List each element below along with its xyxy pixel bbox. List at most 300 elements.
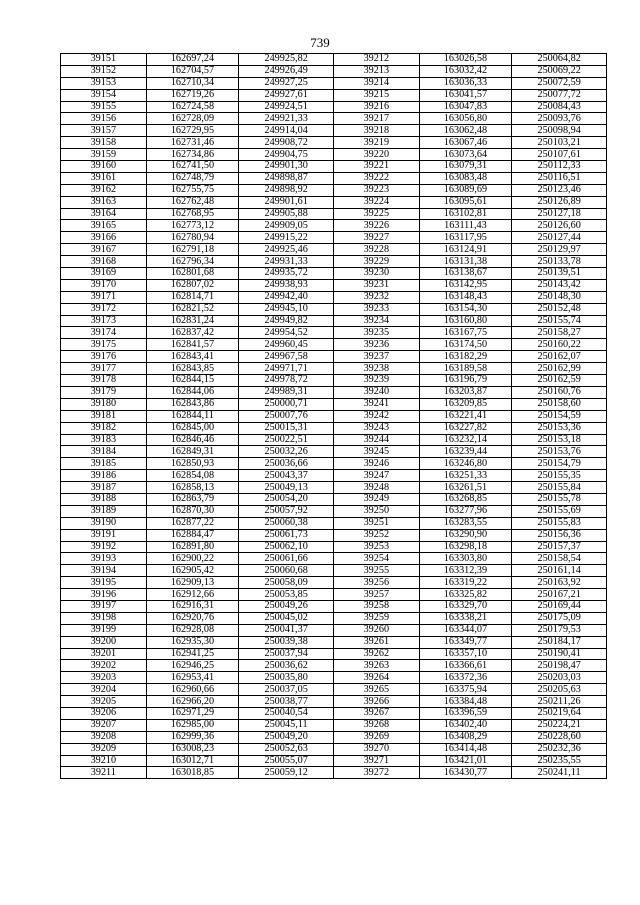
point-number-cell: 39167 [61, 244, 147, 256]
table-row [61, 149, 607, 161]
table-row [61, 434, 607, 446]
y-coordinate-cell: 249927,25 [239, 77, 334, 89]
x-coordinate-cell: 163089,69 [419, 184, 512, 196]
y-coordinate-cell: 250077,72 [512, 89, 607, 101]
point-number-cell: 39210 [61, 755, 147, 767]
y-coordinate-cell: 250158,27 [512, 327, 607, 339]
point-number-cell: 39158 [61, 137, 147, 149]
y-coordinate-cell: 250167,21 [512, 589, 607, 601]
y-coordinate-cell: 250160,76 [512, 386, 607, 398]
table-row [61, 89, 607, 101]
x-coordinate-cell: 163111,43 [419, 220, 512, 232]
y-coordinate-cell: 250162,99 [512, 363, 607, 375]
x-coordinate-cell: 163402,40 [419, 719, 512, 731]
table-row [61, 589, 607, 601]
x-coordinate-cell: 163131,38 [419, 256, 512, 268]
y-coordinate-cell: 250045,11 [239, 719, 334, 731]
x-coordinate-cell: 163277,96 [419, 505, 512, 517]
y-coordinate-cell: 250203,03 [512, 672, 607, 684]
y-coordinate-cell: 250112,33 [512, 161, 607, 173]
x-coordinate-cell: 162780,94 [146, 232, 239, 244]
point-number-cell: 39178 [61, 375, 147, 387]
table-row [61, 565, 607, 577]
coordinates-table-body [61, 54, 607, 779]
y-coordinate-cell: 250153,36 [512, 422, 607, 434]
y-coordinate-cell: 250038,77 [239, 696, 334, 708]
y-coordinate-cell: 250049,26 [239, 600, 334, 612]
y-coordinate-cell: 249921,33 [239, 113, 334, 125]
x-coordinate-cell: 163008,23 [146, 743, 239, 755]
table-row [61, 755, 607, 767]
point-number-cell: 39208 [61, 731, 147, 743]
y-coordinate-cell: 250036,66 [239, 458, 334, 470]
y-coordinate-cell: 250036,62 [239, 660, 334, 672]
x-coordinate-cell: 163196,79 [419, 375, 512, 387]
point-number-cell: 39180 [61, 398, 147, 410]
x-coordinate-cell: 162849,31 [146, 446, 239, 458]
y-coordinate-cell: 250072,59 [512, 77, 607, 89]
point-number-cell: 39262 [333, 648, 419, 660]
x-coordinate-cell: 162909,13 [146, 577, 239, 589]
y-coordinate-cell: 249904,75 [239, 149, 334, 161]
point-number-cell: 39263 [333, 660, 419, 672]
point-number-cell: 39173 [61, 315, 147, 327]
x-coordinate-cell: 162734,86 [146, 149, 239, 161]
point-number-cell: 39235 [333, 327, 419, 339]
point-number-cell: 39253 [333, 541, 419, 553]
point-number-cell: 39183 [61, 434, 147, 446]
table-row [61, 244, 607, 256]
point-number-cell: 39211 [61, 767, 147, 779]
y-coordinate-cell: 249925,46 [239, 244, 334, 256]
x-coordinate-cell: 162814,71 [146, 291, 239, 303]
x-coordinate-cell: 163246,80 [419, 458, 512, 470]
x-coordinate-cell: 163189,58 [419, 363, 512, 375]
y-coordinate-cell: 250224,21 [512, 719, 607, 731]
point-number-cell: 39250 [333, 505, 419, 517]
point-number-cell: 39239 [333, 375, 419, 387]
table-row [61, 624, 607, 636]
y-coordinate-cell: 250163,92 [512, 577, 607, 589]
y-coordinate-cell: 249931,33 [239, 256, 334, 268]
y-coordinate-cell: 250158,60 [512, 398, 607, 410]
x-coordinate-cell: 163375,94 [419, 684, 512, 696]
point-number-cell: 39241 [333, 398, 419, 410]
y-coordinate-cell: 249901,30 [239, 161, 334, 173]
x-coordinate-cell: 162729,95 [146, 125, 239, 137]
point-number-cell: 39246 [333, 458, 419, 470]
y-coordinate-cell: 250041,37 [239, 624, 334, 636]
point-number-cell: 39228 [333, 244, 419, 256]
y-coordinate-cell: 250054,20 [239, 493, 334, 505]
x-coordinate-cell: 163056,80 [419, 113, 512, 125]
x-coordinate-cell: 163047,83 [419, 101, 512, 113]
x-coordinate-cell: 162791,18 [146, 244, 239, 256]
point-number-cell: 39151 [61, 54, 147, 66]
x-coordinate-cell: 163083,48 [419, 172, 512, 184]
x-coordinate-cell: 162966,20 [146, 696, 239, 708]
table-row [61, 422, 607, 434]
y-coordinate-cell: 249971,71 [239, 363, 334, 375]
point-number-cell: 39202 [61, 660, 147, 672]
x-coordinate-cell: 163384,48 [419, 696, 512, 708]
x-coordinate-cell: 162935,30 [146, 636, 239, 648]
x-coordinate-cell: 162916,31 [146, 600, 239, 612]
x-coordinate-cell: 162843,41 [146, 351, 239, 363]
point-number-cell: 39233 [333, 303, 419, 315]
x-coordinate-cell: 162755,75 [146, 184, 239, 196]
x-coordinate-cell: 163430,77 [419, 767, 512, 779]
point-number-cell: 39188 [61, 493, 147, 505]
x-coordinate-cell: 163026,58 [419, 54, 512, 66]
point-number-cell: 39265 [333, 684, 419, 696]
y-coordinate-cell: 250228,60 [512, 731, 607, 743]
y-coordinate-cell: 249908,72 [239, 137, 334, 149]
y-coordinate-cell: 250179,53 [512, 624, 607, 636]
table-row [61, 220, 607, 232]
point-number-cell: 39223 [333, 184, 419, 196]
y-coordinate-cell: 250126,89 [512, 196, 607, 208]
point-number-cell: 39268 [333, 719, 419, 731]
y-coordinate-cell: 250211,26 [512, 696, 607, 708]
point-number-cell: 39196 [61, 589, 147, 601]
y-coordinate-cell: 249926,49 [239, 65, 334, 77]
table-row [61, 719, 607, 731]
x-coordinate-cell: 163138,67 [419, 268, 512, 280]
table-row [61, 731, 607, 743]
x-coordinate-cell: 162905,42 [146, 565, 239, 577]
point-number-cell: 39160 [61, 161, 147, 173]
y-coordinate-cell: 250060,68 [239, 565, 334, 577]
y-coordinate-cell: 250123,46 [512, 184, 607, 196]
point-number-cell: 39266 [333, 696, 419, 708]
point-number-cell: 39221 [333, 161, 419, 173]
x-coordinate-cell: 163319,22 [419, 577, 512, 589]
x-coordinate-cell: 162843,85 [146, 363, 239, 375]
y-coordinate-cell: 250133,78 [512, 256, 607, 268]
x-coordinate-cell: 162912,66 [146, 589, 239, 601]
point-number-cell: 39198 [61, 612, 147, 624]
x-coordinate-cell: 163421,01 [419, 755, 512, 767]
table-row [61, 577, 607, 589]
x-coordinate-cell: 162801,68 [146, 268, 239, 280]
table-row [61, 612, 607, 624]
y-coordinate-cell: 250198,47 [512, 660, 607, 672]
x-coordinate-cell: 163283,55 [419, 517, 512, 529]
point-number-cell: 39240 [333, 386, 419, 398]
point-number-cell: 39226 [333, 220, 419, 232]
point-number-cell: 39251 [333, 517, 419, 529]
x-coordinate-cell: 162953,41 [146, 672, 239, 684]
y-coordinate-cell: 250043,37 [239, 470, 334, 482]
x-coordinate-cell: 163396,59 [419, 707, 512, 719]
point-number-cell: 39207 [61, 719, 147, 731]
table-row [61, 172, 607, 184]
point-number-cell: 39155 [61, 101, 147, 113]
table-row [61, 482, 607, 494]
point-number-cell: 39209 [61, 743, 147, 755]
y-coordinate-cell: 249989,31 [239, 386, 334, 398]
y-coordinate-cell: 250127,18 [512, 208, 607, 220]
point-number-cell: 39230 [333, 268, 419, 280]
point-number-cell: 39238 [333, 363, 419, 375]
point-number-cell: 39170 [61, 279, 147, 291]
x-coordinate-cell: 162719,26 [146, 89, 239, 101]
y-coordinate-cell: 250156,36 [512, 529, 607, 541]
table-row [61, 351, 607, 363]
table-row [61, 458, 607, 470]
table-row [61, 291, 607, 303]
point-number-cell: 39205 [61, 696, 147, 708]
table-row [61, 636, 607, 648]
point-number-cell: 39157 [61, 125, 147, 137]
x-coordinate-cell: 162748,79 [146, 172, 239, 184]
point-number-cell: 39272 [333, 767, 419, 779]
table-row [61, 65, 607, 77]
y-coordinate-cell: 250069,22 [512, 65, 607, 77]
point-number-cell: 39224 [333, 196, 419, 208]
x-coordinate-cell: 162773,12 [146, 220, 239, 232]
y-coordinate-cell: 250129,97 [512, 244, 607, 256]
table-row [61, 470, 607, 482]
table-row [61, 375, 607, 387]
point-number-cell: 39193 [61, 553, 147, 565]
y-coordinate-cell: 249915,22 [239, 232, 334, 244]
point-number-cell: 39169 [61, 268, 147, 280]
point-number-cell: 39154 [61, 89, 147, 101]
table-row [61, 672, 607, 684]
y-coordinate-cell: 249927,61 [239, 89, 334, 101]
y-coordinate-cell: 250155,83 [512, 517, 607, 529]
x-coordinate-cell: 162920,76 [146, 612, 239, 624]
y-coordinate-cell: 250148,30 [512, 291, 607, 303]
x-coordinate-cell: 163148,43 [419, 291, 512, 303]
table-row [61, 256, 607, 268]
point-number-cell: 39156 [61, 113, 147, 125]
x-coordinate-cell: 163303,80 [419, 553, 512, 565]
point-number-cell: 39161 [61, 172, 147, 184]
x-coordinate-cell: 162845,00 [146, 422, 239, 434]
y-coordinate-cell: 249942,40 [239, 291, 334, 303]
y-coordinate-cell: 250093,76 [512, 113, 607, 125]
y-coordinate-cell: 250058,09 [239, 577, 334, 589]
x-coordinate-cell: 162844,06 [146, 386, 239, 398]
x-coordinate-cell: 163203,87 [419, 386, 512, 398]
table-row [61, 707, 607, 719]
x-coordinate-cell: 163012,71 [146, 755, 239, 767]
y-coordinate-cell: 249938,93 [239, 279, 334, 291]
x-coordinate-cell: 162768,95 [146, 208, 239, 220]
x-coordinate-cell: 163160,80 [419, 315, 512, 327]
point-number-cell: 39261 [333, 636, 419, 648]
point-number-cell: 39171 [61, 291, 147, 303]
point-number-cell: 39212 [333, 54, 419, 66]
point-number-cell: 39216 [333, 101, 419, 113]
x-coordinate-cell: 163041,57 [419, 89, 512, 101]
x-coordinate-cell: 163349,77 [419, 636, 512, 648]
x-coordinate-cell: 162877,22 [146, 517, 239, 529]
y-coordinate-cell: 249905,88 [239, 208, 334, 220]
y-coordinate-cell: 250103,21 [512, 137, 607, 149]
point-number-cell: 39214 [333, 77, 419, 89]
x-coordinate-cell: 163357,10 [419, 648, 512, 660]
x-coordinate-cell: 162724,58 [146, 101, 239, 113]
y-coordinate-cell: 250061,66 [239, 553, 334, 565]
point-number-cell: 39199 [61, 624, 147, 636]
point-number-cell: 39249 [333, 493, 419, 505]
point-number-cell: 39237 [333, 351, 419, 363]
x-coordinate-cell: 162870,30 [146, 505, 239, 517]
point-number-cell: 39162 [61, 184, 147, 196]
x-coordinate-cell: 162891,80 [146, 541, 239, 553]
y-coordinate-cell: 250039,38 [239, 636, 334, 648]
table-row [61, 743, 607, 755]
point-number-cell: 39179 [61, 386, 147, 398]
point-number-cell: 39234 [333, 315, 419, 327]
point-number-cell: 39201 [61, 648, 147, 660]
point-number-cell: 39270 [333, 743, 419, 755]
x-coordinate-cell: 162841,57 [146, 339, 239, 351]
x-coordinate-cell: 162844,15 [146, 375, 239, 387]
x-coordinate-cell: 163142,95 [419, 279, 512, 291]
point-number-cell: 39248 [333, 482, 419, 494]
y-coordinate-cell: 249967,58 [239, 351, 334, 363]
y-coordinate-cell: 250161,14 [512, 565, 607, 577]
x-coordinate-cell: 163117,95 [419, 232, 512, 244]
point-number-cell: 39153 [61, 77, 147, 89]
x-coordinate-cell: 163312,39 [419, 565, 512, 577]
x-coordinate-cell: 162697,24 [146, 54, 239, 66]
x-coordinate-cell: 163366,61 [419, 660, 512, 672]
point-number-cell: 39185 [61, 458, 147, 470]
y-coordinate-cell: 250049,20 [239, 731, 334, 743]
x-coordinate-cell: 163018,85 [146, 767, 239, 779]
x-coordinate-cell: 162807,02 [146, 279, 239, 291]
x-coordinate-cell: 162837,42 [146, 327, 239, 339]
y-coordinate-cell: 250155,78 [512, 493, 607, 505]
x-coordinate-cell: 163261,51 [419, 482, 512, 494]
x-coordinate-cell: 163174,50 [419, 339, 512, 351]
point-number-cell: 39217 [333, 113, 419, 125]
table-row [61, 600, 607, 612]
y-coordinate-cell: 250015,31 [239, 422, 334, 434]
point-number-cell: 39215 [333, 89, 419, 101]
x-coordinate-cell: 163062,48 [419, 125, 512, 137]
table-row [61, 77, 607, 89]
table-row [61, 386, 607, 398]
point-number-cell: 39184 [61, 446, 147, 458]
y-coordinate-cell: 250232,36 [512, 743, 607, 755]
y-coordinate-cell: 250061,73 [239, 529, 334, 541]
y-coordinate-cell: 250049,13 [239, 482, 334, 494]
y-coordinate-cell: 250169,44 [512, 600, 607, 612]
point-number-cell: 39260 [333, 624, 419, 636]
point-number-cell: 39218 [333, 125, 419, 137]
y-coordinate-cell: 250155,84 [512, 482, 607, 494]
table-row [61, 505, 607, 517]
point-number-cell: 39197 [61, 600, 147, 612]
point-number-cell: 39176 [61, 351, 147, 363]
x-coordinate-cell: 162796,34 [146, 256, 239, 268]
x-coordinate-cell: 163290,90 [419, 529, 512, 541]
point-number-cell: 39200 [61, 636, 147, 648]
table-row [61, 339, 607, 351]
x-coordinate-cell: 162960,66 [146, 684, 239, 696]
table-row [61, 517, 607, 529]
x-coordinate-cell: 162844,11 [146, 410, 239, 422]
coordinates-table [60, 53, 607, 779]
y-coordinate-cell: 249935,72 [239, 268, 334, 280]
table-row [61, 446, 607, 458]
x-coordinate-cell: 162762,48 [146, 196, 239, 208]
point-number-cell: 39254 [333, 553, 419, 565]
y-coordinate-cell: 250158,54 [512, 553, 607, 565]
table-row [61, 327, 607, 339]
x-coordinate-cell: 162741,50 [146, 161, 239, 173]
x-coordinate-cell: 162728,09 [146, 113, 239, 125]
y-coordinate-cell: 250000,71 [239, 398, 334, 410]
y-coordinate-cell: 250153,18 [512, 434, 607, 446]
x-coordinate-cell: 162704,57 [146, 65, 239, 77]
x-coordinate-cell: 162941,25 [146, 648, 239, 660]
y-coordinate-cell: 250064,82 [512, 54, 607, 66]
x-coordinate-cell: 162821,52 [146, 303, 239, 315]
y-coordinate-cell: 250155,35 [512, 470, 607, 482]
y-coordinate-cell: 250040,54 [239, 707, 334, 719]
y-coordinate-cell: 250126,60 [512, 220, 607, 232]
y-coordinate-cell: 249945,10 [239, 303, 334, 315]
y-coordinate-cell: 249914,04 [239, 125, 334, 137]
point-number-cell: 39243 [333, 422, 419, 434]
x-coordinate-cell: 163167,75 [419, 327, 512, 339]
y-coordinate-cell: 250162,07 [512, 351, 607, 363]
y-coordinate-cell: 250127,44 [512, 232, 607, 244]
point-number-cell: 39182 [61, 422, 147, 434]
y-coordinate-cell: 250060,38 [239, 517, 334, 529]
point-number-cell: 39242 [333, 410, 419, 422]
x-coordinate-cell: 163209,85 [419, 398, 512, 410]
table-row [61, 125, 607, 137]
x-coordinate-cell: 162846,46 [146, 434, 239, 446]
y-coordinate-cell: 250219,64 [512, 707, 607, 719]
x-coordinate-cell: 162850,93 [146, 458, 239, 470]
y-coordinate-cell: 250162,59 [512, 375, 607, 387]
x-coordinate-cell: 162843,86 [146, 398, 239, 410]
y-coordinate-cell: 250155,74 [512, 315, 607, 327]
table-row [61, 553, 607, 565]
y-coordinate-cell: 250035,80 [239, 672, 334, 684]
x-coordinate-cell: 163268,85 [419, 493, 512, 505]
x-coordinate-cell: 162985,00 [146, 719, 239, 731]
x-coordinate-cell: 163095,61 [419, 196, 512, 208]
point-number-cell: 39186 [61, 470, 147, 482]
point-number-cell: 39190 [61, 517, 147, 529]
y-coordinate-cell: 250175,09 [512, 612, 607, 624]
point-number-cell: 39245 [333, 446, 419, 458]
point-number-cell: 39163 [61, 196, 147, 208]
y-coordinate-cell: 250116,51 [512, 172, 607, 184]
y-coordinate-cell: 250155,69 [512, 505, 607, 517]
y-coordinate-cell: 250153,76 [512, 446, 607, 458]
point-number-cell: 39177 [61, 363, 147, 375]
point-number-cell: 39256 [333, 577, 419, 589]
y-coordinate-cell: 250037,05 [239, 684, 334, 696]
x-coordinate-cell: 163079,31 [419, 161, 512, 173]
x-coordinate-cell: 163414,48 [419, 743, 512, 755]
point-number-cell: 39192 [61, 541, 147, 553]
point-number-cell: 39269 [333, 731, 419, 743]
table-row [61, 660, 607, 672]
